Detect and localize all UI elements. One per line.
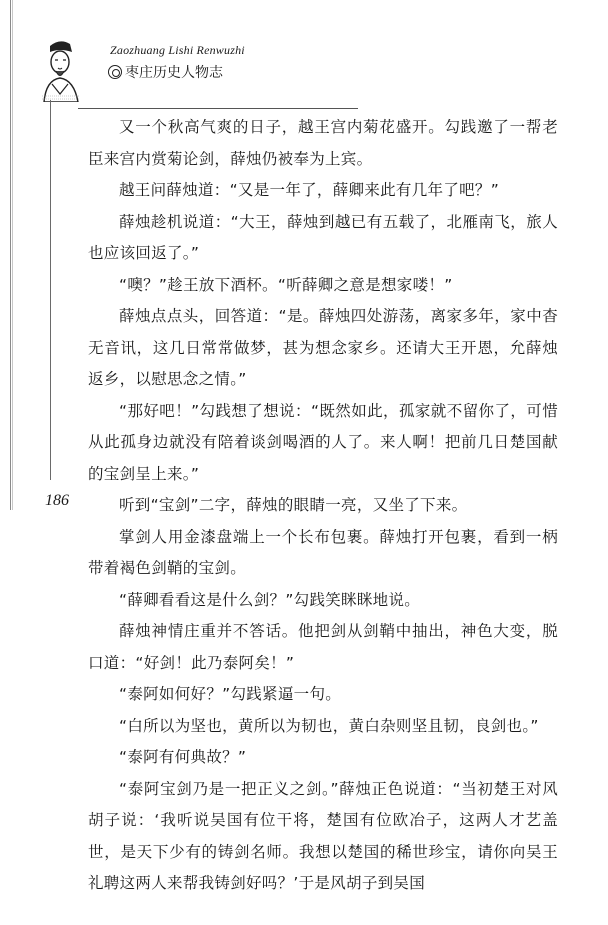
portrait-illustration-icon xyxy=(38,38,84,102)
page-header xyxy=(30,18,330,108)
paragraph: “白所以为坚也，黄所以为韧也，黄白杂则坚且韧，良剑也。” xyxy=(119,716,539,735)
body-text xyxy=(88,112,558,900)
paragraph: 薛烛点点头，回答道：“是。薛烛四处游荡，离家多年，家中杳无音讯，这几日常常做梦，甚为想念家乡。还请大王开恩，允薛烛返乡，以慰思念之情。” xyxy=(88,307,558,388)
side-rule xyxy=(50,100,51,480)
left-margin-rule-inner xyxy=(12,0,13,510)
circle-emblem-icon xyxy=(108,65,122,79)
paragraph: 听到“宝剑”二字，薛烛的眼睛一亮，又坐了下来。 xyxy=(119,496,468,514)
paragraph: 越王问薛烛道：“又是一年了，薛卿来此有几年了吧？” xyxy=(119,181,500,199)
header-series-title xyxy=(108,62,223,82)
series-title-text: 枣庄历史人物志 xyxy=(125,65,223,81)
paragraph: 薛烛神情庄重并不答话。他把剑从剑鞘中抽出，神色大变，脱口道：“好剑！此乃泰阿矣！” xyxy=(88,622,558,672)
paragraph: “那好吧！”勾践想了想说：“既然如此，孤家就不留你了，可惜从此孤身边就没有陪着谈剑喝酒的人了。来人啊！把前几日楚国献的宝剑呈上来。” xyxy=(88,401,558,483)
paragraph: “薛卿看看这是什么剑？”勾践笑眯眯地说。 xyxy=(119,590,421,609)
paragraph: “噢？”趁王放下酒杯。“听薛卿之意是想家喽！” xyxy=(119,275,453,294)
page-number: 186 xyxy=(45,492,69,509)
paragraph: “泰阿如何好？”勾践紧逼一句。 xyxy=(119,685,342,703)
paragraph: 又一个秋高气爽的日子，越王宫内菊花盛开。勾践邀了一帮老臣来宫内赏菊论剑，薛烛仍被奉为上宾。 xyxy=(88,118,558,168)
header-rule xyxy=(78,108,358,109)
header-pinyin: Zaozhuang Lishi Renwuzhi xyxy=(110,43,245,57)
paragraph: “泰阿宝剑乃是一把正义之剑。”薛烛正色说道：“当初楚王对风胡子说：‘我听说吴国有位干将，楚国有位欧冶子，这两人才艺盖世，是天下少有的铸剑名师。我想以楚国的稀世珍宝，请你向吴王礼聘这两人来帮我铸剑好吗？’于是风胡子到吴国 xyxy=(88,779,558,892)
left-margin-rule xyxy=(10,0,11,510)
paragraph: “泰阿有何典故？” xyxy=(119,748,247,766)
paragraph: 掌剑人用金漆盘端上一个长布包裹。薛烛打开包裹，看到一柄带着褐色剑鞘的宝剑。 xyxy=(88,527,558,577)
paragraph: 薛烛趁机说道：“大王，薛烛到越已有五载了，北雁南飞，旅人也应该回返了。” xyxy=(88,212,558,262)
